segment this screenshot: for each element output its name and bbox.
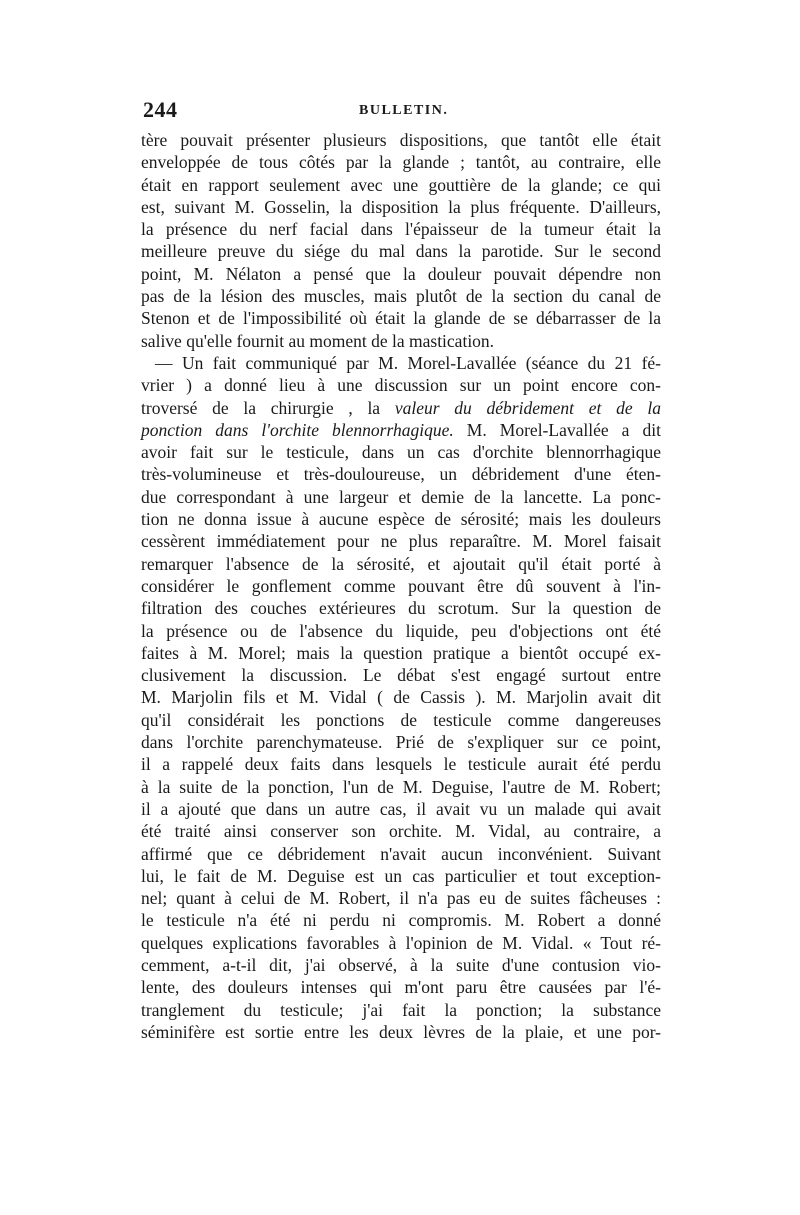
text-line: avoir fait sur le testicule, dans un cas d'orchite blennorrhagique xyxy=(141,442,661,463)
text-line: nel; quant à celui de M. Robert, il n'a pas eu de suites fâcheuses : xyxy=(141,888,661,909)
text-line: clusivement la discussion. Le débat s'est engagé surtout entre xyxy=(141,665,661,686)
page-number: 244 xyxy=(143,97,178,122)
text-line: Stenon et de l'impossibilité où était la glande de se débarrasser de la xyxy=(141,308,661,329)
text-line: tion ne donna issue à aucune espèce de sérosité; mais les douleurs xyxy=(141,509,661,530)
page-header xyxy=(143,97,663,127)
text-line: été traité ainsi conserver son orchite. M. Vidal, au contraire, a xyxy=(141,821,661,842)
text-line: affirmé que ce débridement n'avait aucun inconvénient. Suivant xyxy=(141,843,661,864)
text-line: M. Marjolin fils et M. Vidal ( de Cassis ). M. Marjolin avait dit xyxy=(141,687,661,708)
text-line: lente, des douleurs intenses qui m'ont paru être causées par l'é- xyxy=(141,977,661,998)
text-line: pas de la lésion des muscles, mais plutôt de la section du canal de xyxy=(141,286,661,307)
text-line: la présence du nerf facial dans l'épaisseur de la tumeur était la xyxy=(141,219,661,240)
text-line: était en rapport seulement avec une gouttière de la glande; ce qui xyxy=(141,174,661,195)
text-line: qu'il considérait les ponctions de testicule comme dangereuses xyxy=(141,709,661,730)
text-line: point, M. Nélaton a pensé que la douleur pouvait dépendre non xyxy=(141,263,661,284)
text-line: est, suivant M. Gosselin, la disposition la plus fréquente. D'ailleurs, xyxy=(141,196,661,217)
running-head: BULLETIN. xyxy=(359,103,449,118)
text-line: séminifère est sortie entre les deux lèvres de la plaie, et une por- xyxy=(141,1021,661,1042)
text-line: très-volumineuse et très-douloureuse, un débridement d'une éten- xyxy=(141,464,661,485)
text-line: cessèrent immédiatement pour ne plus reparaître. M. Morel faisait xyxy=(141,531,661,552)
text-line: tranglement du testicule; j'ai fait la ponction; la substance xyxy=(141,999,661,1020)
body-text xyxy=(141,129,661,1043)
text-line-with-italic xyxy=(141,419,661,441)
text-line: à la suite de la ponction, l'un de M. Deguise, l'autre de M. Robert; xyxy=(141,776,661,797)
text-line: la présence ou de l'absence du liquide, peu d'objections ont été xyxy=(141,620,661,641)
text-line: le testicule n'a été ni perdu ni compromis. M. Robert a donné xyxy=(141,910,661,931)
italic-title-segment: ponction dans l'orchite blennorrhagique. xyxy=(141,419,454,440)
text-line: faites à M. Morel; mais la question pratique a bientôt occupé ex- xyxy=(141,642,661,663)
italic-title-segment: valeur du débridement et de la xyxy=(394,397,661,418)
text-line: cemment, a-t-il dit, j'ai observé, à la suite d'une contusion vio- xyxy=(141,954,661,975)
text-line: filtration des couches extérieures du scrotum. Sur la question de xyxy=(141,598,661,619)
text-line: il a rappelé deux faits dans lesquels le testicule aurait été perdu xyxy=(141,754,661,775)
text-line: lui, le fait de M. Deguise est un cas particulier et tout exception- xyxy=(141,865,661,886)
text-line: tère pouvait présenter plusieurs dispositions, que tantôt elle était xyxy=(141,130,661,150)
text-line: considérer le gonflement comme pouvant être dû souvent à l'in- xyxy=(141,575,661,596)
text-line: meilleure preuve du siége du mal dans la parotide. Sur le second xyxy=(141,241,661,262)
text-line: enveloppée de tous côtés par la glande ; tantôt, au contraire, elle xyxy=(141,152,661,173)
text-line: il a ajouté que dans un autre cas, il avait vu un malade qui avait xyxy=(141,798,661,819)
text-segment: M. Morel-Lavallée a dit xyxy=(453,419,661,440)
text-line-with-italic xyxy=(141,397,661,419)
text-line: dans l'orchite parenchymateuse. Prié de s'expliquer sur ce point, xyxy=(141,732,661,753)
paragraph-end-line: salive qu'elle fournit au moment de la mastication. xyxy=(141,330,495,351)
text-line: quelques explications favorables à l'opinion de M. Vidal. « Tout ré- xyxy=(141,932,661,953)
text-line: remarquer l'absence de la sérosité, et ajoutait qu'il était porté à xyxy=(141,553,661,574)
text-line: vrier ) a donné lieu à une discussion sur un point encore con- xyxy=(141,375,661,396)
text-line: due correspondant à une largeur et demie de la lancette. La ponc- xyxy=(141,486,661,507)
text-line: — Un fait communiqué par M. Morel-Lavallée (séance du 21 fé- xyxy=(155,352,661,373)
text-segment: troversé de la chirurgie , la xyxy=(141,397,395,418)
